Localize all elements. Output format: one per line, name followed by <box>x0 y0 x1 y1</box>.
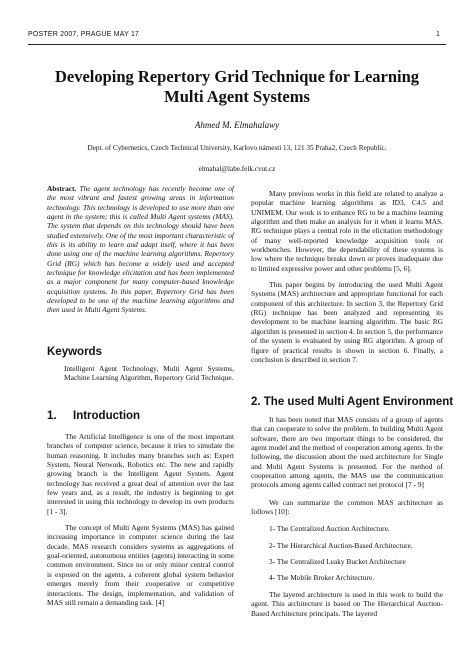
intro-body <box>47 432 234 607</box>
abstract <box>47 184 234 315</box>
section-2-paragraph-2: We can summarize the common MAS architecture as follows [10]: <box>251 497 443 517</box>
list-item: 2- The Hierarchical Auction-Based Architecture. <box>269 540 413 550</box>
intro-paragraph-2: The concept of Multi Agent Systems (MAS) has gained increasing importance in computer science during the last decade. MAS research considers systems as aggregations of goal-oriented, autonomous entities (agents) interacting in some common environment. Since no or only minor central control is exposed on the agents, a coherent global system behavior emerges merely from their cooperative or competitive interactions. The design, implementation, and validation of MAS still remain a demanding task. [4] <box>47 523 234 607</box>
section-2-heading: 2. The used Multi Agent Environment <box>251 396 454 408</box>
keywords-text: Intelligent Agent Technology, Multi Agent Systems, Machine Learning Algorithm, Repertory Grid Technique. <box>64 364 234 383</box>
architecture-list <box>251 524 443 582</box>
title-line-1: Developing Repertory Grid Technique for Learning <box>54 67 420 86</box>
running-header: POSTER 2007, PRAGUE MAY 17 <box>28 31 140 38</box>
section-1-heading <box>47 410 140 422</box>
section-1-title: Introduction <box>73 410 141 422</box>
abstract-text: The agent technology has recently become one of the most vibrant and fastest growing areas in information technology. This technology is developed to use more than one agent in the system; this is called Multi Agent systems (MAS). The system that depends on this technology should have been studied extensively. One of the most important characteristic of this is its ability to learn and adapt itself, where it has been done using one of the machine learning algorithms. Repertory Grid (RG) which has become a widely used and accepted technique for knowledge elicitation and has been implemented as a major component for many computer-based knowledge acquisition systems. In this paper, Repertory Grid has been developed to be one of the machine learning algorithms and then used in Multi Agent Systems. <box>47 184 234 315</box>
right-paragraph-1: Many previous works in this field are related to analyze a popular machine learning algorithms as ID3, C4.5 and UNIMEM. Our work is to enhance RG to be a machine learning algorithm and then make an analysis for it when it learns MAS. RG technique plays a central role in the elicitation methodology of many well-reported knowledge acquisition tools or workbenches. However, the dependability of these systems is low where the technique breaks down or proves inadequate due to limited expressive power and other problems [5, 6]. <box>251 189 443 273</box>
list-item: 1- The Centralized Auction Architecture. <box>269 524 390 534</box>
right-paragraph-2: This paper begins by introducing the used Multi Agent Systems (MAS) architecture and appropriate functional for each component of this architecture. In section 3, the Repertory Grid (RG) technique has been analyzed and representing its development to be machine learning algorithm. The basic RG algorithm is presented in section 4. In section 5, the performance of the system is evaluated by using RG algorithm. A group of figure of practical results is shown in section 6. Finally, a conclusion is described in section 7. <box>251 280 443 364</box>
list-item: 3- The Centralized Leaky Bucket Architecture <box>269 557 406 567</box>
title-line-2: Multi Agent Systems <box>164 87 310 106</box>
intro-paragraph-1: The Artificial Intelligence is one of the most important branches of computer science, because it tries to simulate the human reasoning. It includes many branches such as: Expert System, Neural Network, Robotics etc. The new and rapidly growing branch is the Intelligent Agent System. Agent technology has received a great deal of attention over the last few years and, as a result, the industry is beginning to get interested in using this technology to develop its own products [1 - 3]. <box>47 432 234 516</box>
author-name: Ahmed M. Elmahalawy <box>194 120 280 130</box>
list-item: 4- The Mobile Broker Architecture. <box>269 573 375 583</box>
section-2-paragraph-1: It has been noted that MAS consists of a group of agents that can cooperate to solve the problem. In building Multi Agent software, there are two important things to be considered, the agent model and the method of cooperation among agents. In the following, the discussion about the used architecture for Single and Multi Agent Systems is presented. For the method of cooperation among agents, the MAS use the communication protocols among agents called contract net protocol [7 - 9] <box>251 415 443 490</box>
keywords-heading: Keywords <box>47 346 102 358</box>
page-number: 1 <box>436 31 441 38</box>
section-2-body <box>251 415 443 618</box>
right-body <box>251 189 443 364</box>
section-2-paragraph-3: The layered architecture is used in this work to build the agent. This architecture is based on The Hierarchical Auction-Based Architecture principals. The layered <box>251 589 443 618</box>
header-rule <box>28 44 446 45</box>
affiliation: Dept. of Cybernetics, Czech Technical University, Karlovo námestí 13, 121 35 Praha2, Czech Republic. <box>87 144 387 152</box>
paper-title <box>40 67 434 107</box>
section-1-number: 1. <box>47 410 57 422</box>
email: elmahal@labe.felk.cvut.cz <box>198 165 276 173</box>
abstract-label: Abstract. <box>47 184 77 193</box>
